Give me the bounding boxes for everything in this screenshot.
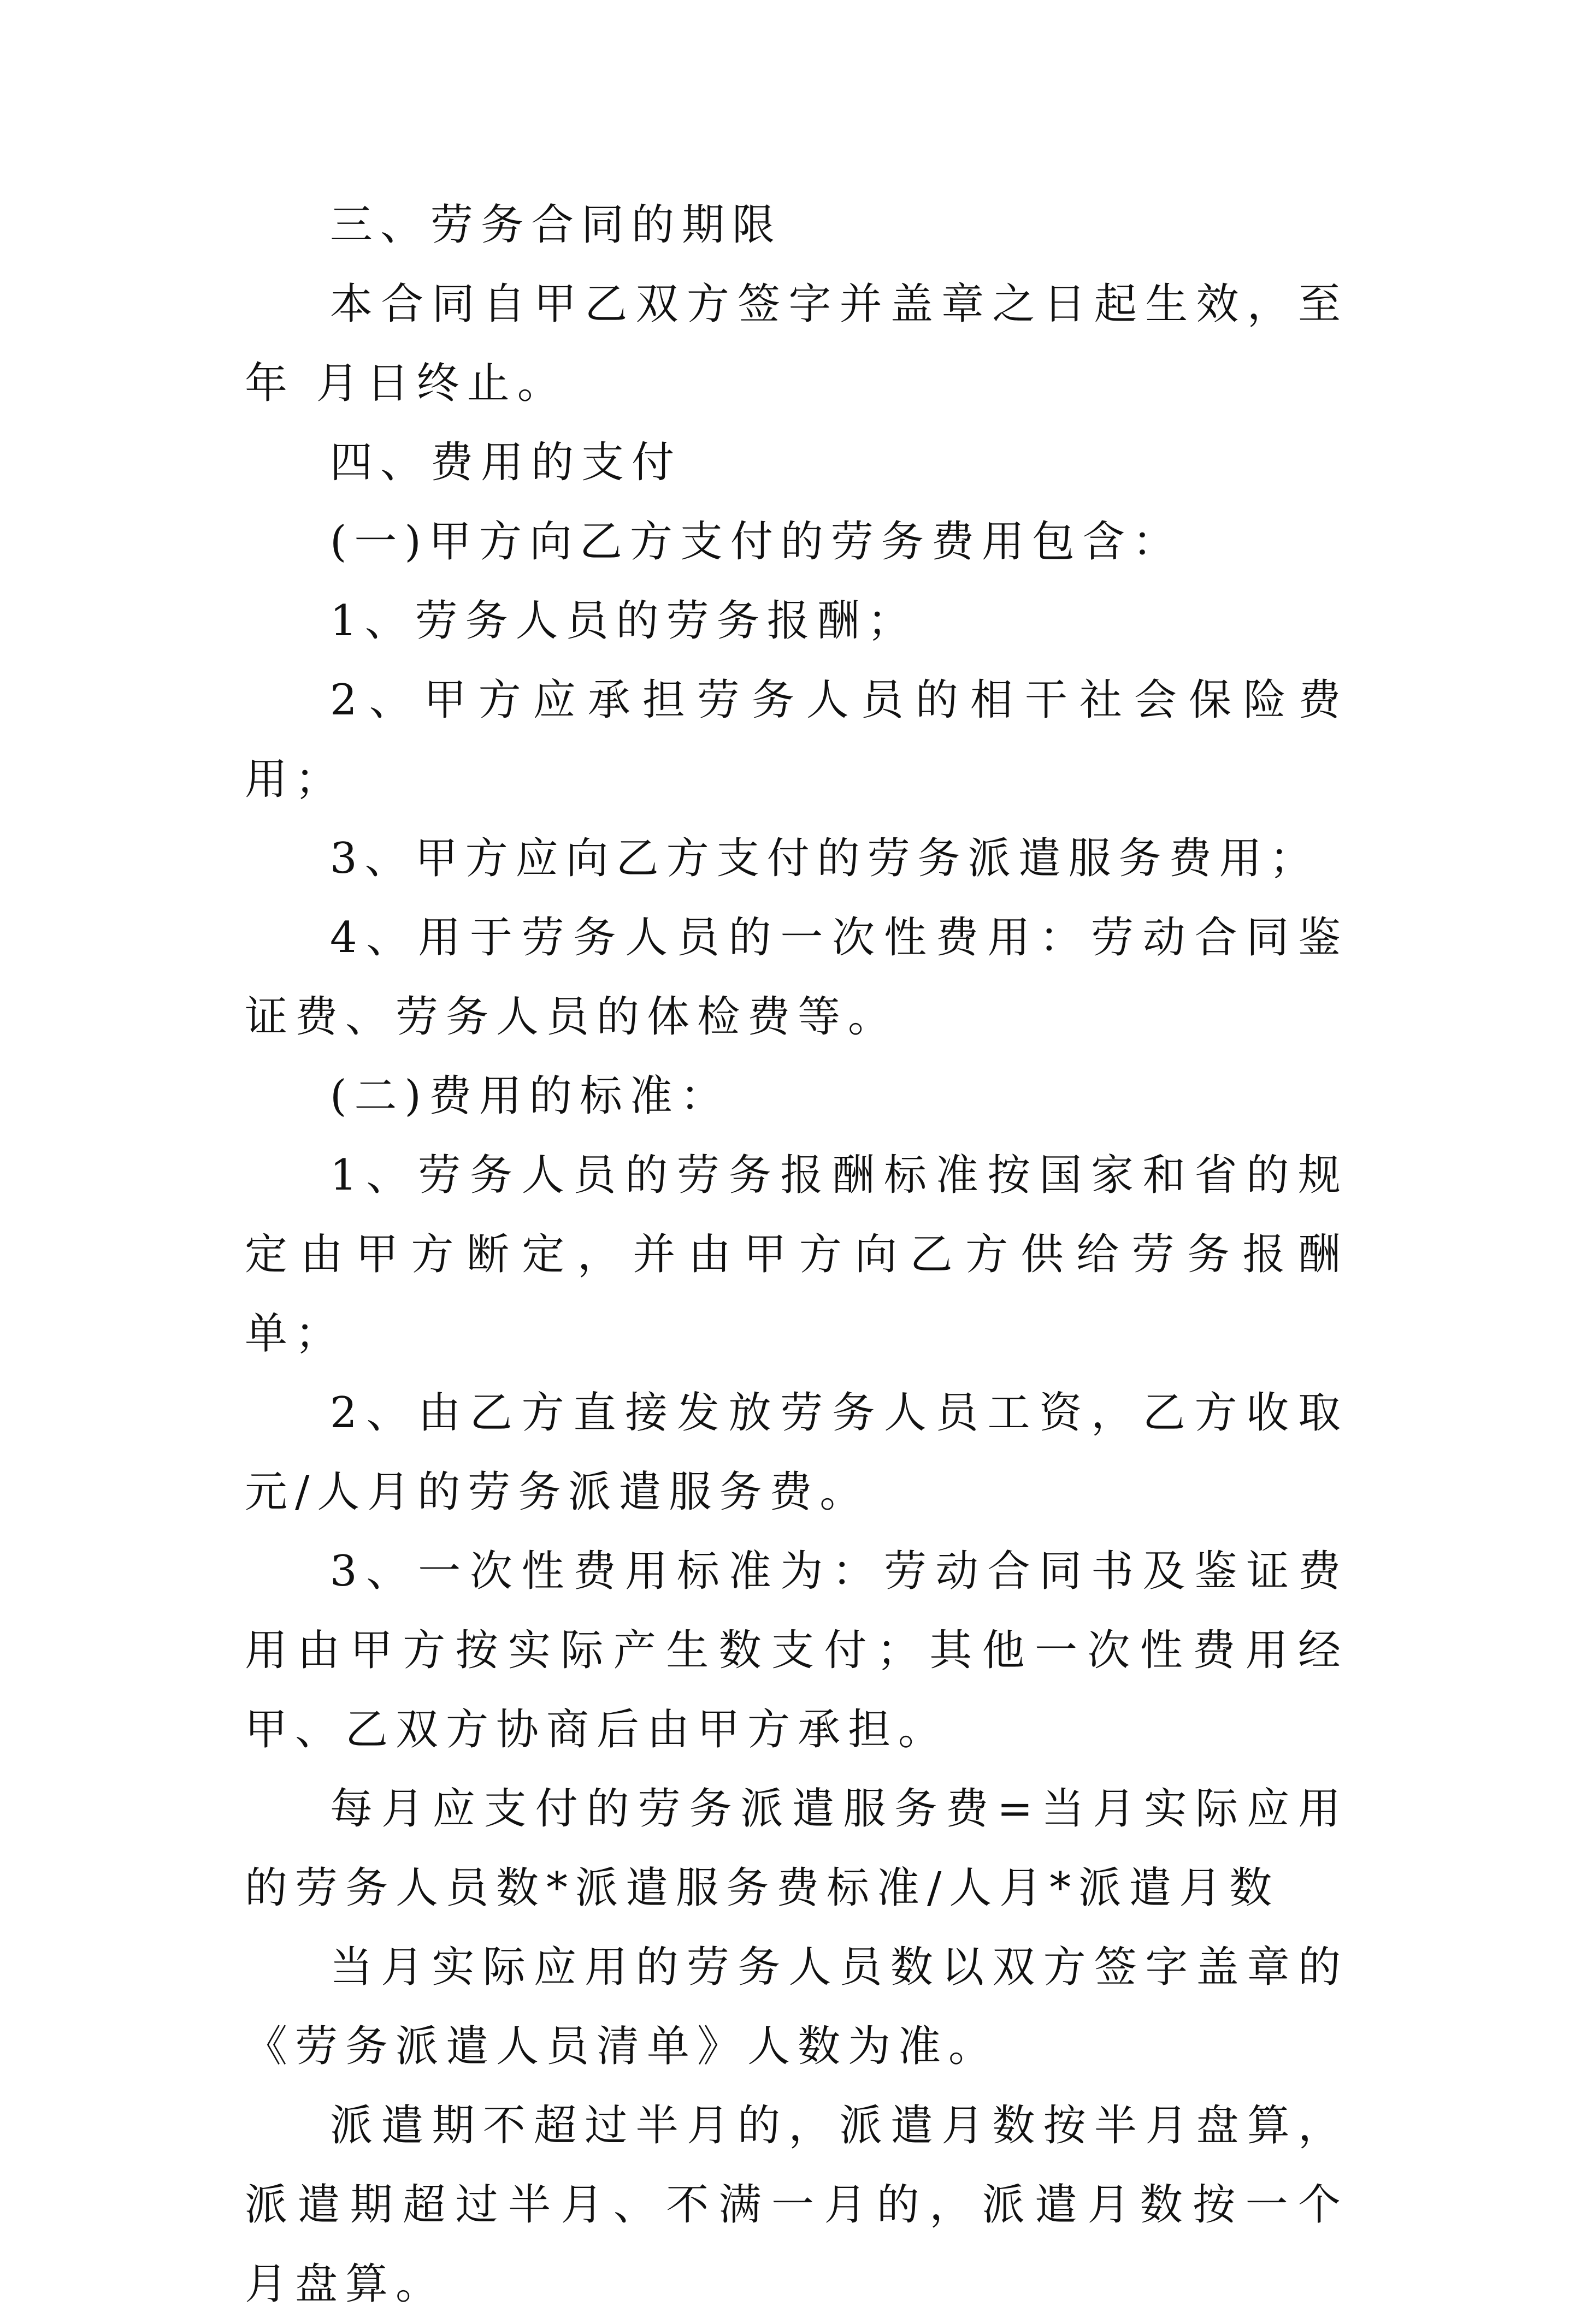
document-body: [245, 186, 1348, 2324]
subsection-heading-fees-include: (一)甲方向乙方支付的劳务费用包含：: [330, 517, 1183, 566]
subsection-heading-fee-standard: (二)费用的标准：: [330, 1072, 730, 1121]
list-item-standard-2: 2、由乙方直接发放劳务人员工资，乙方收取 元/人月的劳务派遣服务费。: [245, 1388, 1348, 1517]
list-item-fee-1: 1、劳务人员的劳务报酬；: [330, 596, 918, 646]
paragraph-term: 本合同自甲乙双方签字并盖章之日起生效，至 年 月日终止。: [245, 280, 1348, 408]
paragraph-month-calculation: 派遣期不超过半月的，派遣月数按半月盘算，派遣期超过半月、不满一月的，派遣月数按一个月盘算。: [245, 2101, 1348, 2309]
paragraph-monthly-formula: 每月应支付的劳务派遣服务费=当月实际应用的劳务人员数*派遣服务费标准/人月*派遣月数: [245, 1784, 1348, 1913]
section-heading-payment: 四、费用的支付: [330, 438, 682, 487]
list-item-fee-4: 4、用于劳务人员的一次性费用：劳动合同鉴证费、劳务人员的体检费等。: [245, 913, 1348, 1042]
section-heading-term: 三、劳务合同的期限: [330, 200, 783, 250]
list-item-standard-3: 3、一次性费用标准为：劳动合同书及鉴证费用由甲方按实际产生数支付；其他一次性费用经甲、乙双方协商后由甲方承担。: [245, 1547, 1348, 1754]
list-item-fee-2: 2、甲方应承担劳务人员的相干社会保险费用；: [245, 676, 1348, 804]
list-item-standard-1: 1、劳务人员的劳务报酬标准按国家和省的规定由甲方断定，并由甲方向乙方供给劳务报酬单；: [245, 1151, 1348, 1358]
paragraph-headcount-basis: 当月实际应用的劳务人员数以双方签字盖章的《劳务派遣人员清单》人数为准。: [245, 1943, 1348, 2071]
list-item-fee-3: 3、甲方应向乙方支付的劳务派遣服务费用；: [330, 834, 1320, 883]
